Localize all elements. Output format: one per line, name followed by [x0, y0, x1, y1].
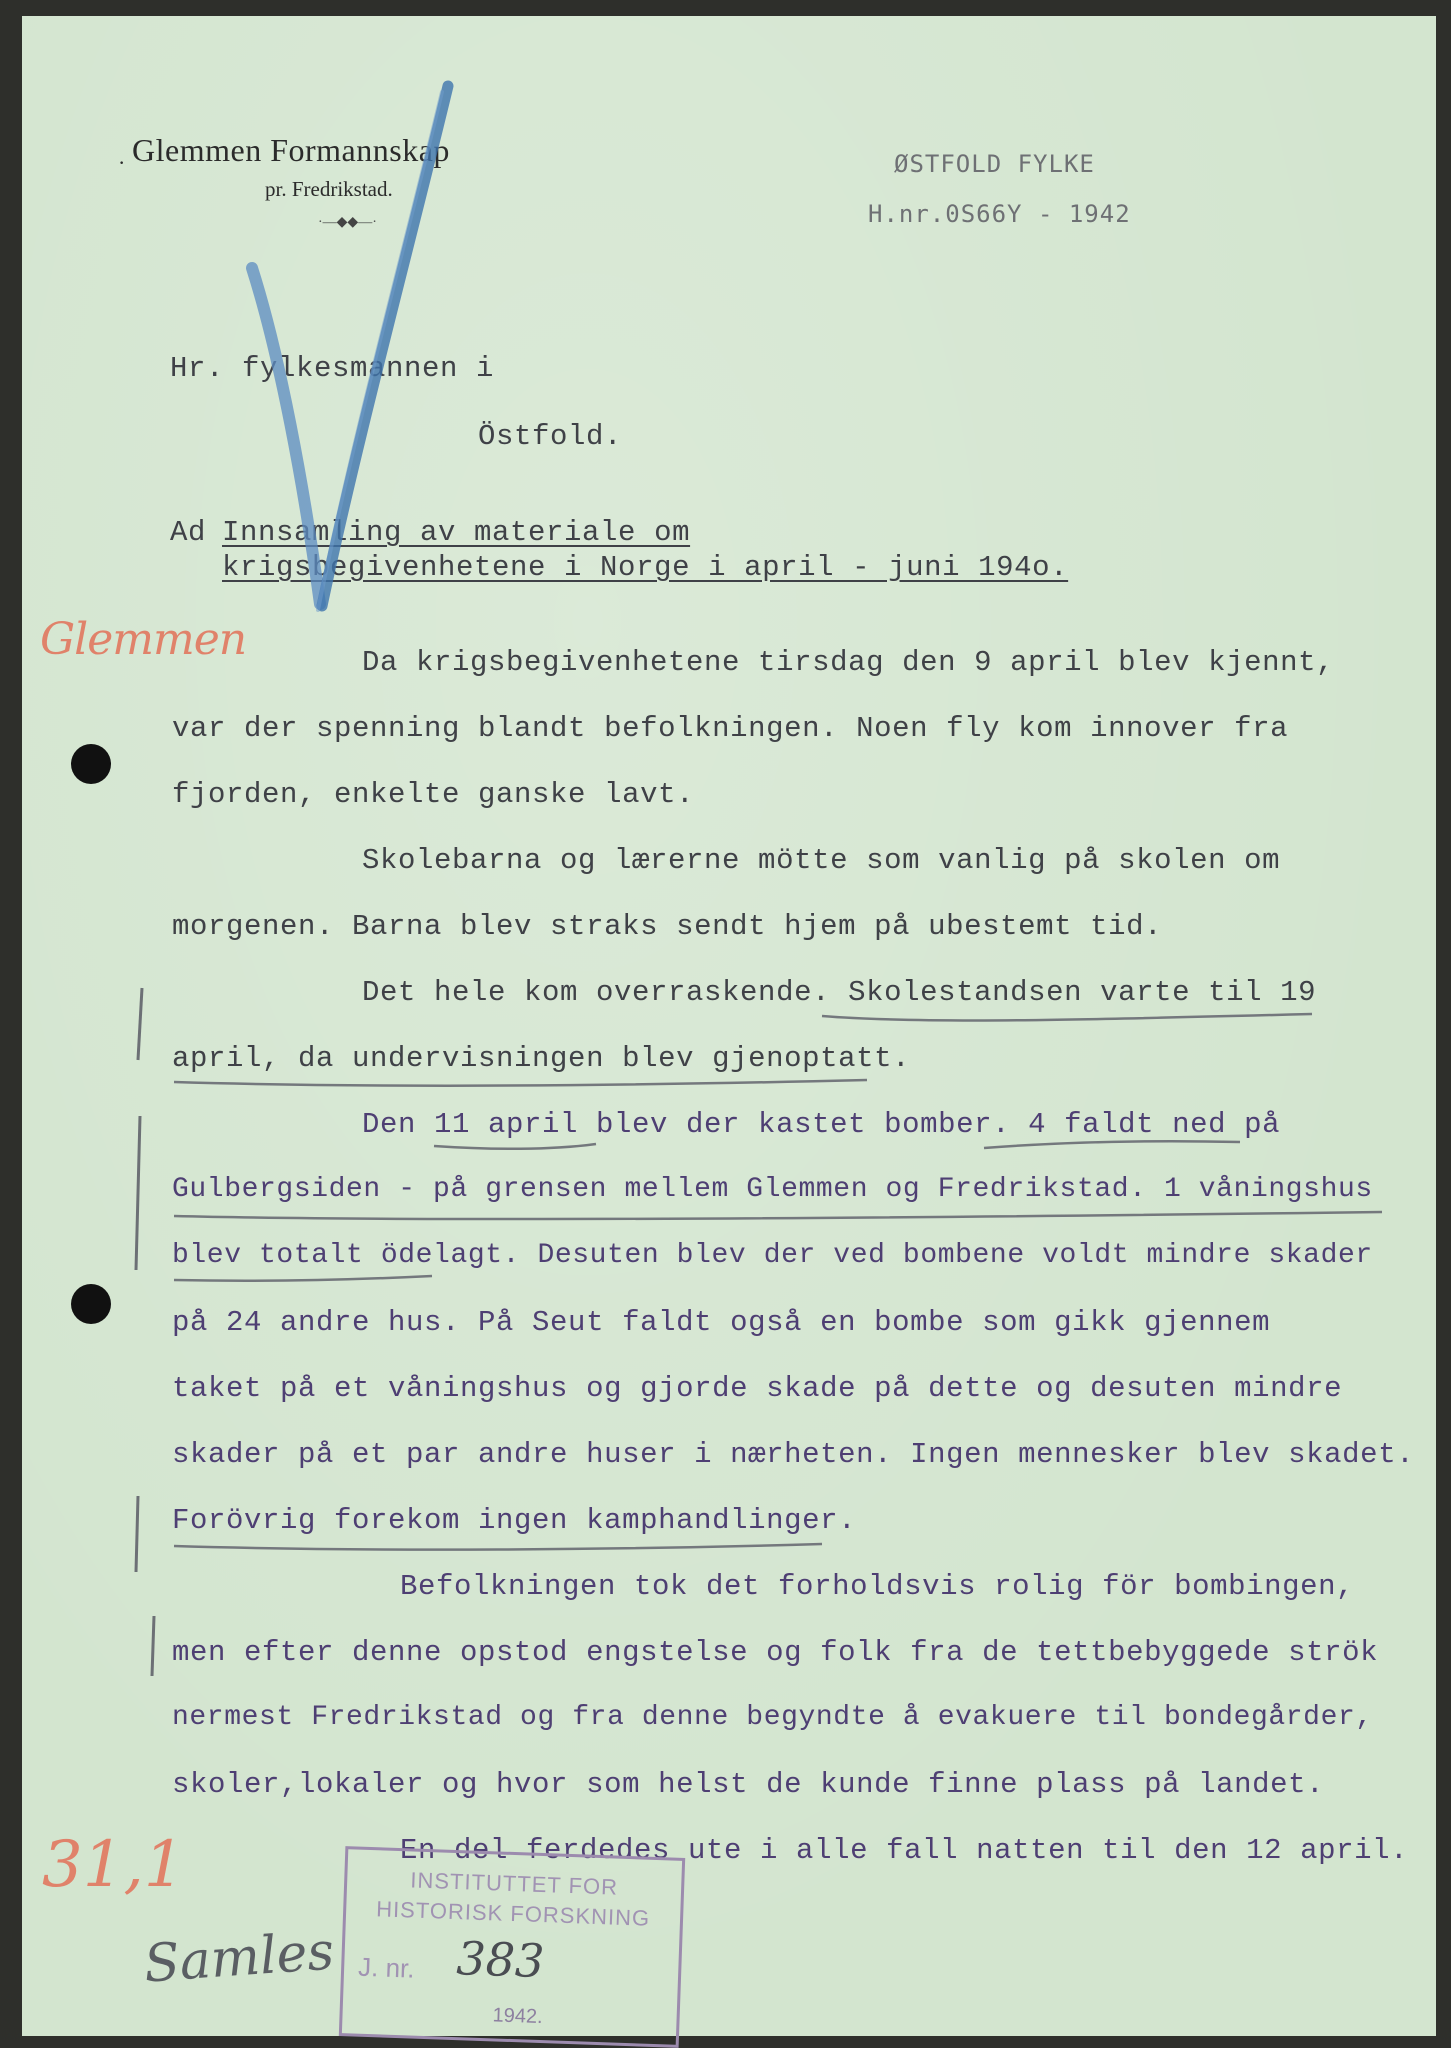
body-line: fjorden, enkelte ganske lavt. — [172, 778, 695, 811]
bullet-mark: · — [118, 150, 126, 175]
underline-11-april — [434, 1144, 596, 1149]
archive-stamp-line-1: INSTITUTTET FOR — [409, 1867, 619, 1900]
body-line: En del ferdedes ute i alle fall natten til den 12 april. — [400, 1834, 1409, 1867]
document-page — [22, 16, 1436, 2036]
body-line: på 24 andre hus. På Seut faldt også en bombe som gikk gjennem — [172, 1306, 1271, 1339]
body-line: Det hele kom overraskende. Skolestandsen varte til 19 — [362, 976, 1317, 1009]
check-mark-right-stroke — [322, 86, 448, 606]
body-line: taket på et våningshus og gjorde skade på dette og desuten mindre — [172, 1372, 1343, 1405]
subject-prefix: Ad — [170, 516, 207, 549]
underline-4-faldt — [984, 1141, 1240, 1148]
body-line: nermest Fredrikstad og fra denne begyndte å evakuere til bondegårder, — [172, 1702, 1373, 1733]
body-line: Gulbergsiden - på grensen mellem Glemmen og Fredrikstad. 1 våningshus — [172, 1174, 1373, 1205]
margin-bar-3 — [136, 1496, 138, 1572]
body-line: Den 11 april blev der kastet bomber. 4 faldt ned på — [362, 1108, 1281, 1141]
letterhead-name: Glemmen Formannskap — [132, 132, 450, 168]
subject-line-1: Innsamling av materiale om — [222, 516, 691, 549]
archive-stamp-jnr-label: J. nr. — [357, 1951, 416, 1984]
receipt-stamp-county: ØSTFOLD FYLKE — [894, 150, 1095, 178]
archive-stamp-line-2: HISTORISK FORSKNING — [375, 1896, 651, 1931]
letterhead-ornament: ·—◆◆—· — [318, 215, 377, 230]
check-mark-left-stroke — [252, 268, 320, 604]
receipt-stamp-number: H.nr.0S66Y - 1942 — [868, 200, 1131, 228]
margin-note-place: Glemmen — [40, 614, 247, 665]
body-line: april, da undervisningen blev gjenoptatt. — [172, 1042, 911, 1075]
archive-stamp-jnr-value: 383 — [455, 1931, 546, 1989]
margin-signature: Samles — [142, 1921, 336, 1995]
body-line: blev totalt ödelagt. Desuten blev der ved bombene voldt mindre skader — [172, 1240, 1373, 1271]
recipient-title: Hr. fylkesmannen i — [170, 352, 495, 385]
underline-skolestandsen — [822, 1014, 1312, 1020]
margin-bar-4 — [152, 1616, 154, 1676]
body-line: skader på et par andre huser i nærheten. Ingen mennesker blev skadet. — [172, 1438, 1415, 1471]
body-line: Skolebarna og lærerne mötte som vanlig på skolen om — [362, 844, 1281, 877]
body-line: skoler,lokaler og hvor som helst de kunde finne plass på landet. — [172, 1768, 1325, 1801]
handwritten-marks — [22, 16, 1436, 2036]
body-line: morgenen. Barna blev straks sendt hjem på ubestemt tid. — [172, 910, 1163, 943]
margin-note-number: 31,1 — [42, 1828, 185, 1902]
body-line: Da krigsbegivenhetene tirsdag den 9 april blev kjennt, — [362, 646, 1335, 679]
body-line: Forövrig forekom ingen kamphandlinger. — [172, 1504, 857, 1537]
margin-bar-2 — [136, 1116, 140, 1270]
letterhead-place: pr. Fredrikstad. — [265, 177, 393, 201]
underline-blev-totalt — [174, 1276, 432, 1281]
body-line: Befolkningen tok det forholdsvis rolig för bombingen, — [400, 1570, 1355, 1603]
underline-forovrig — [174, 1544, 822, 1550]
recipient-county: Östfold. — [478, 420, 623, 453]
underline-gulbergsiden — [174, 1212, 1382, 1219]
underline-april-gjenoptatt — [174, 1080, 867, 1086]
archive-stamp-year: 1942. — [492, 2004, 544, 2029]
body-line: men efter denne opstod engstelse og folk fra de tettbebyggede strök — [172, 1636, 1379, 1669]
body-line: var der spenning blandt befolkningen. Noen fly kom innover fra — [172, 712, 1289, 745]
margin-bar-1 — [138, 988, 142, 1060]
subject-line-2: krigsbegivenhetene i Norge i april - juni 194o. — [222, 551, 1069, 584]
